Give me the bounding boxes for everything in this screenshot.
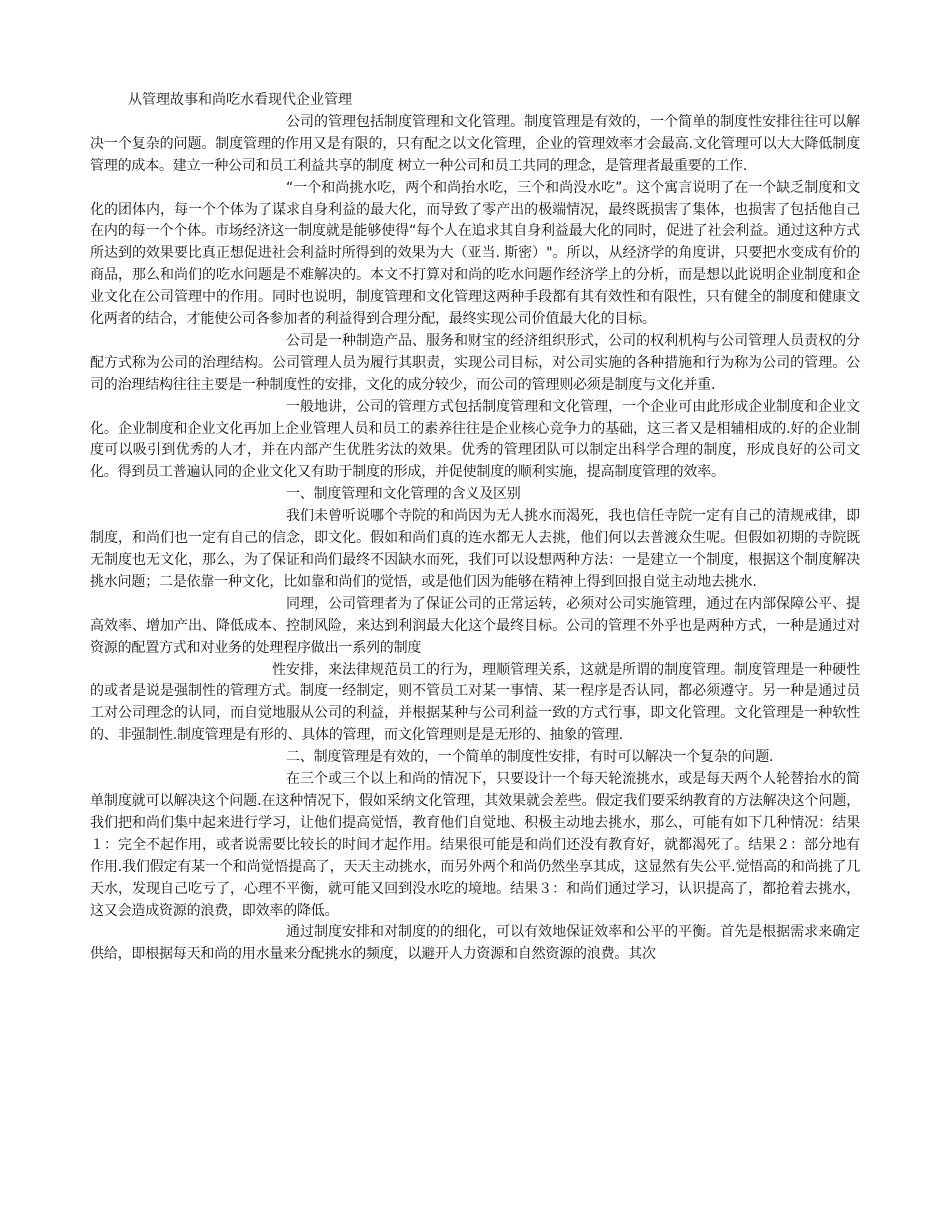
section-heading-1: 一、制度管理和文化管理的含义及区别 <box>286 486 521 503</box>
paragraph-refinement: 通过制度安排和对制度的的细化，可以有效地保证效率和公平的平衡。首先是根据需求来确定供给，即根据每天和尚的用水量来分配挑水的频度，以避开人力资源和自然资源的浪费。其次 <box>90 924 860 963</box>
paragraph-management-modes: 一般地讲，公司的管理方式包括制度管理和文化管理，一个企业可由此形成企业制度和企业文化。企业制度和企业文化再加上企业管理人员和员工的素养往往是企业核心竞争力的基础，这三者又是相辅相成的.好的企业制度可以吸引到优秀的人才，并在内部产生优胜劣汰的效果。优秀的管理团队可以制定出科学合理的制度，形成良好的公司文化。得到员工普遍认同的企业文化又有助于制度的形成，并促使制度的顺利实施，提高制度管理的效率。 <box>90 398 860 481</box>
section-heading-2: 二、制度管理是有效的，一个简单的制度性安排，有时可以解决一个复杂的问题. <box>286 749 774 766</box>
paragraph-governance: 公司是一种制造产品、服务和财宝的经济组织形式，公司的权利机构与公司管理人员责权的分配方式称为公司的治理结构。公司管理人员为履行其职责，实现公司目标，对公司实施的各种措施和行为称为公司的管理。公司的治理结构往往主要是一种制度性的安排，文化的成分较少，而公司的管理则必须是制度与文化并重. <box>90 332 860 393</box>
paragraph-analogy: 同理，公司管理者为了保证公司的正常运转，必须对公司实施管理，通过在内部保障公平、提高效率、增加产出、降低成本、控制风险，来达到利润最大化这个最终目标。公司的管理不外乎也是两种方式，一种是通过对资源的配置方式和对业务的处理程序做出一系列的制度 <box>90 595 860 656</box>
paragraph-intro: 公司的管理包括制度管理和文化管理。制度管理是有效的，一个简单的制度性安排往往可以解决一个复杂的问题。制度管理的作用又是有限的，只有配之以文化管理，企业的管理效率才会最高.文化管理可以大大降低制度管理的成本。建立一种公司和员工利益共享的制度 树立一种公司和员工共同的理念，是管理者最重要的工作. <box>90 113 860 174</box>
paragraph-institutional-management: 性安排，来法律规范员工的行为，理顺管理关系，这就是所谓的制度管理。制度管理是一种硬性的或者是说是强制性的管理方式。制度一经制定，则不管员工对某一事情、某一程序是否认同，都必须遵守。另一种是通过员工对公司理念的认同，而自觉地服从公司的利益，并根据某种与公司利益一致的方式行事，即文化管理。文化管理是一种软性的、非强制性.制度管理是有形的、具体的管理，而文化管理则是是无形的、抽象的管理. <box>90 661 860 744</box>
document-title: 从管理故事和尚吃水看现代企业管理 <box>128 92 352 108</box>
document-page <box>90 90 860 966</box>
paragraph-three-monks: 在三个或三个以上和尚的情况下，只要设计一个每天轮流挑水，或是每天两个人轮替抬水的简单制度就可以解决这个问题.在这种情况下，假如采纳文化管理，其效果就会差些。假定我们要采纳教育的方法解决这个问题，我们把和尚们集中起来进行学习，让他们提高觉悟，教育他们自觉地、积极主动地去挑水，那么，可能有如下几种情况：结果１：完全不起作用，或者说需要比较长的时间才起作用。结果很可能是和尚们还没有教育好，就都渴死了。结果２：部分地有作用.我们假定有某一个和尚觉悟提高了，天天主动挑水，而另外两个和尚仍然坐享其成，这显然有失公平.觉悟高的和尚挑了几天水，发现自己吃亏了，心理不平衡，就可能又回到没水吃的境地。结果３：和尚们通过学习，认识提高了，都抢着去挑水，这又会造成资源的浪费，即效率的降低。 <box>90 771 860 919</box>
paragraph-fable: “一个和尚挑水吃，两个和尚抬水吃，三个和尚没水吃”。这个寓言说明了在一个缺乏制度和文化的团体内，每一个个体为了谋求自身利益的最大化，而导致了零产出的极端情况，最终既损害了集体，也损害了包括他自己在内的每一个个体。市场经济这一制度就是能够使得“每个人在追求其自身利益最大化的同时，促进了社会利益。通过这种方式所达到的效果要比真正想促进社会利益时所得到的效果为大（亚当. 斯密）"。所以，从经济学的角度讲，只要把水变成有价的商品，那么和尚们的吃水问题是不难解决的。本文不打算对和尚的吃水问题作经济学上的分析，而是想以此说明企业制度和企业文化在公司管理中的作用。同时也说明，制度管理和文化管理这两种手段都有其有效性和有限性，只有健全的制度和健康文化两者的结合，才能使公司各参加者的利益得到合理分配，最终实现公司价值最大化的目标。 <box>90 179 860 328</box>
paragraph-temple: 我们未曾听说哪个寺院的和尚因为无人挑水而渴死，我也信任寺院一定有自己的清规戒律，即制度，和尚们也一定有自己的信念，即文化。假如和尚们真的连水都无人去挑，他们何以去普渡众生呢。但假如初期的寺院既无制度也无文化，那么，为了保证和尚们最终不因缺水而死，我们可以设想两种方法：一是建立一个制度，根据这个制度解决挑水问题；二是依靠一种文化，比如靠和尚们的觉悟，或是他们因为能够在精神上得到回报自觉主动地去挑水. <box>90 508 860 590</box>
